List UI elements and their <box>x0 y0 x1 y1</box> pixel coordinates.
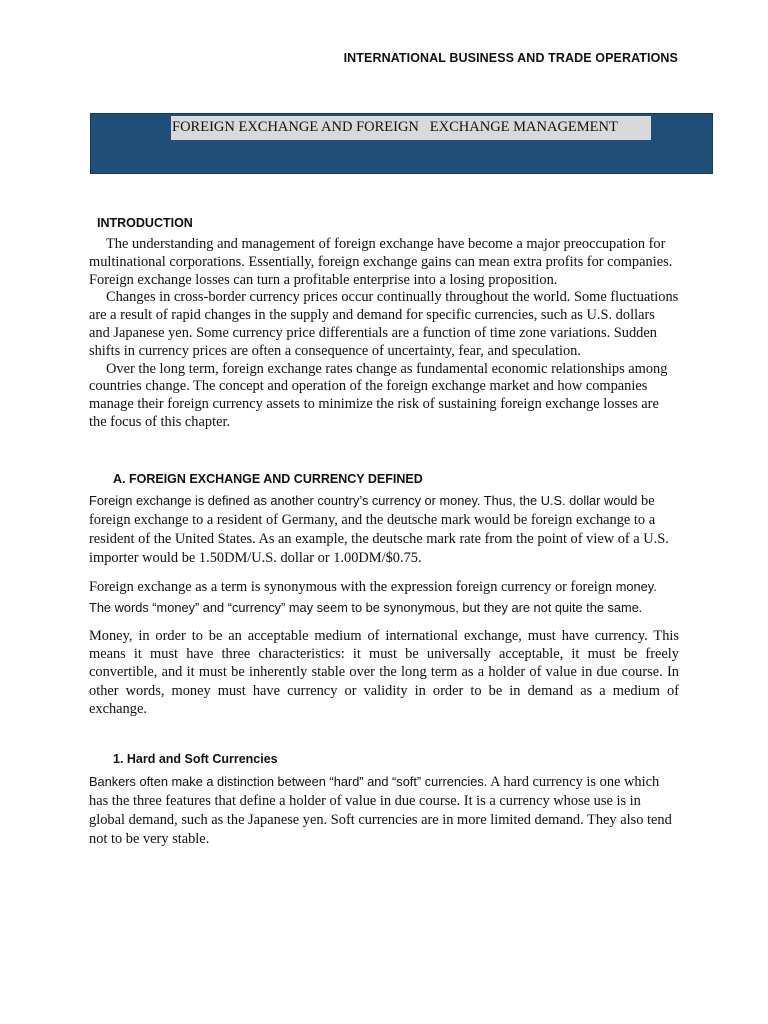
section-a-heading: A. FOREIGN EXCHANGE AND CURRENCY DEFINED <box>113 472 423 486</box>
section-a-p1-lead: Foreign exchange is defined as another country’s currency or money. Thus, the U.S. dollar would <box>89 493 638 508</box>
introduction-heading: INTRODUCTION <box>97 216 193 230</box>
section-a-paragraph-1 <box>89 491 679 568</box>
chapter-banner <box>90 113 713 174</box>
section-a-p2-rest: The words “money” and “currency” may seem to be synonymous, but they are not quite the same. <box>89 599 643 615</box>
section-a-p2-money: money. <box>615 579 657 594</box>
section-a-p2-start: Foreign exchange as a term is synonymous with the expression foreign currency or foreign <box>89 579 613 595</box>
section-1-p1-rest: A hard currency is one which has the three features that define a holder of value in due course. It is a currency whose use is in global demand, such as the Japanese yen. Soft currencies are in more limited demand. They also tend not to be very stable. <box>89 774 672 847</box>
intro-paragraph: Over the long term, foreign exchange rates change as fundamental economic relationships among countries change. The concept and operation of the foreign exchange market and how companies manage their foreign currency assets to minimize the risk of sustaining foreign exchange losses are the focus of this chapter. <box>89 360 668 430</box>
section-1-p1-lead: Bankers often make a distinction between “hard” and “soft” currencies. <box>89 774 488 789</box>
chapter-title: FOREIGN EXCHANGE AND FOREIGN EXCHANGE MANAGEMENT <box>171 116 651 140</box>
intro-paragraph: The understanding and management of foreign exchange have become a major preoccupation for multinational corporations. Essentially, foreign exchange gains can mean extra profits for companies. Foreign exchange losses can turn a profitable enterprise into a losing proposition. <box>89 236 673 288</box>
section-a-paragraph-3: Money, in order to be an acceptable medium of international exchange, must have currency. This means it must have three characteristics: it must be universally acceptable, it must be freely convertible, and it must be inherently stable over the long term as a holder of value in due course. In other words, money must have currency or validity in order to be in demand as a medium of exchange. <box>89 628 679 717</box>
section-1-paragraph <box>89 772 679 849</box>
section-1-heading: 1. Hard and Soft Currencies <box>113 752 278 766</box>
running-header: INTERNATIONAL BUSINESS AND TRADE OPERATIONS <box>343 51 678 65</box>
section-a-p1-rest: be foreign exchange to a resident of Germany, and the deutsche mark would be foreign exchange to a resident of the United States. As an example, the deutsche mark rate from the point of view of a U.S. importer would be 1.50DM/U.S. dollar or 1.00DM/$0.75. <box>89 493 669 566</box>
introduction-body <box>89 236 679 432</box>
intro-paragraph: Changes in cross-border currency prices occur continually throughout the world. Some fluctuations are a result of rapid changes in the supply and demand for specific currencies, such as U.S. dollars and Japanese yen. Some currency price differentials are a function of time zone variations. Sudden shifts in currency prices are often a consequence of uncertainty, fear, and speculation. <box>89 289 679 359</box>
section-a-paragraph-2 <box>89 577 679 618</box>
